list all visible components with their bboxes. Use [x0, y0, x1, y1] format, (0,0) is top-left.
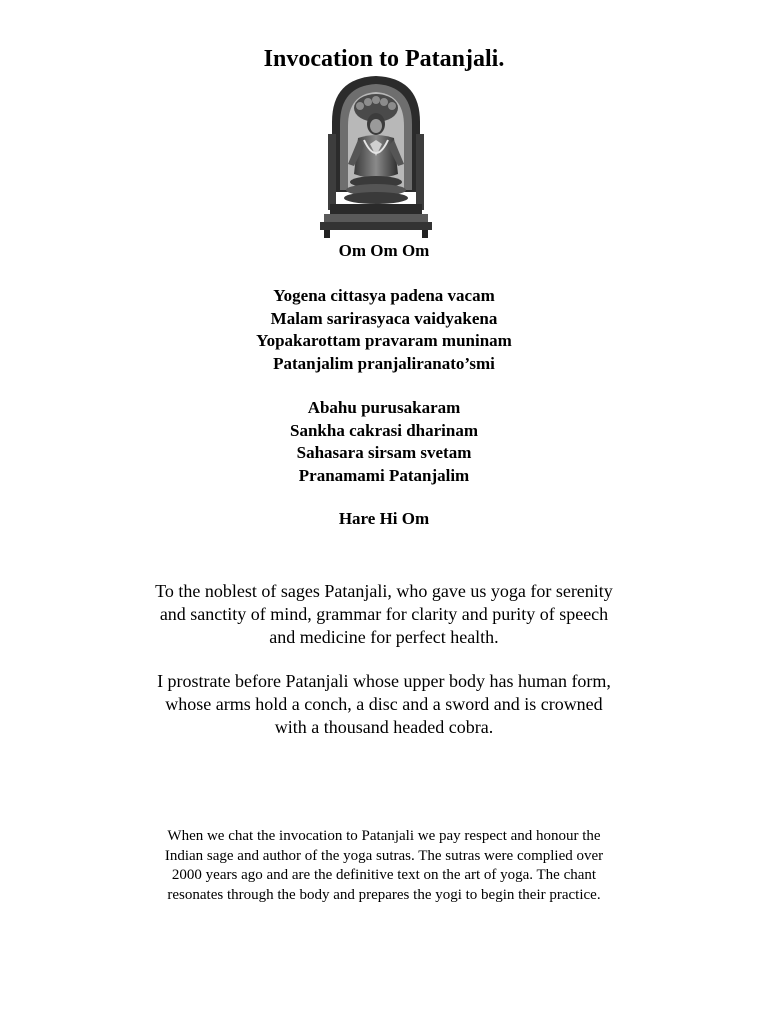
paragraph-line: whose arms hold a conch, a disc and a sword and is crowned — [165, 694, 603, 714]
note-line: 2000 years ago and are the definitive text on the art of yoga. The chant — [171, 867, 597, 883]
verse-line: Patanjalim pranjaliranato’smi — [273, 353, 495, 373]
verse-line: Sahasara sirsam svetam — [296, 443, 472, 462]
verse-stanza-1 — [0, 285, 768, 375]
paragraph-line: with a thousand headed cobra. — [274, 717, 494, 737]
paragraph-line: and medicine for perfect health. — [269, 627, 499, 647]
verse-line: Yopakarottam pravaram muninam — [256, 331, 512, 350]
verse-line: Abahu purusakaram — [307, 398, 461, 417]
explanatory-note — [110, 827, 658, 905]
document-title: Invocation to Patanjali. — [263, 46, 505, 72]
translation-paragraph-1 — [110, 580, 658, 649]
verse-line: Malam sarirasyaca vaidyakena — [270, 308, 498, 328]
note-line: Indian sage and author of the yoga sutras. The sutras were complied over — [164, 847, 604, 864]
closing-chant: Hare Hi Om — [338, 509, 430, 528]
patanjali-statue-image — [318, 74, 434, 238]
om-chant: Om Om Om — [338, 241, 430, 260]
note-line: When we chat the invocation to Patanjali we pay respect and honour the — [167, 828, 601, 844]
paragraph-line: To the noblest of sages Patanjali, who gave us yoga for serenity — [155, 581, 613, 601]
verse-line: Sankha cakrasi dharinam — [290, 420, 478, 440]
paragraph-line: I prostrate before Patanjali whose upper body has human form, — [157, 671, 611, 691]
verse-stanza-2 — [0, 397, 768, 487]
translation-paragraph-2 — [110, 670, 658, 739]
note-line: resonates through the body and prepares the yogi to begin their practice. — [167, 886, 601, 903]
verse-line: Pranamami Patanjalim — [298, 465, 470, 485]
paragraph-line: and sanctity of mind, grammar for clarity and purity of speech — [159, 604, 609, 624]
verse-line: Yogena cittasya padena vacam — [273, 286, 495, 305]
